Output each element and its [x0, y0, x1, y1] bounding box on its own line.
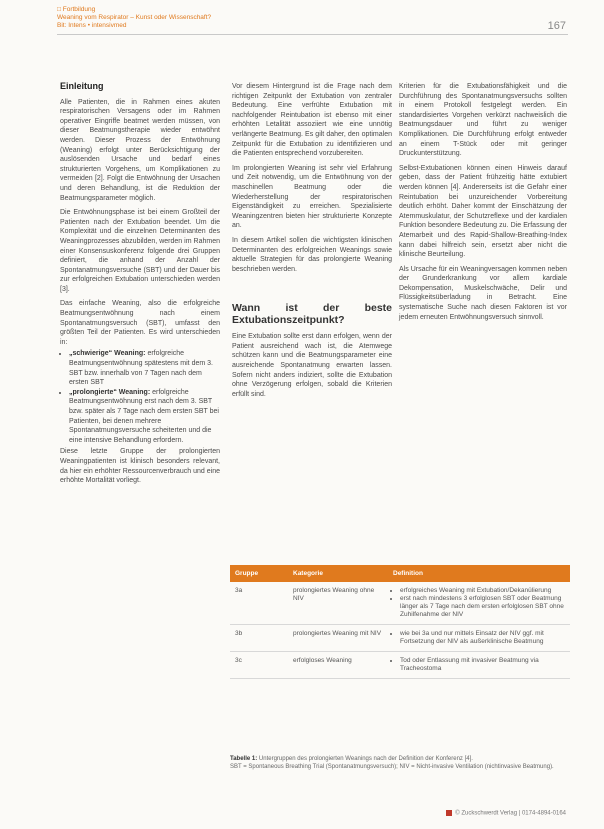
caption-label: Tabelle 1:: [230, 756, 258, 762]
header-title: Weaning vom Respirator – Kunst oder Wissenschaft?: [57, 14, 212, 21]
caption-text: Untergruppen des prolongierten Weanings nach der Definition der Konferenz [4].: [258, 756, 473, 762]
column-1: [60, 82, 220, 486]
paragraph: [60, 299, 220, 347]
list-item: [69, 349, 220, 387]
table-row: [230, 582, 570, 625]
page-number: 167: [547, 20, 566, 32]
table-row: [230, 652, 570, 679]
list-item-term: „schwierige“ Weaning:: [69, 350, 146, 358]
cell-definition: [388, 582, 570, 625]
paragraph: Kriterien für die Extubationsfähigkeit und die Durchführung des Spontanatmungsversuchs sollten in einem Protokoll festgelegt werden. Ein standardisiertes Vorgehen verkürzt nachweislich die Beatmungsdauer und führt zu weniger Komplikationen. Die Durchführung erfolgt entweder an einem T-Stück oder mit geringer Druckunterstützung.: [399, 83, 567, 158]
column-header-group: Gruppe: [230, 565, 288, 582]
column-2: [232, 82, 392, 399]
cell-definition: [388, 625, 570, 652]
column-3: [399, 82, 567, 322]
list-item-text: erfolgreiche Beatmungsentwöhnung erst nach dem 3. SBT bzw. später als 7 Tage nach dem ersten SBT bei Patienten, bei denen mehrere Spontanatmungsversuche scheiterten und die eine intensive Behandlung erfordern.: [69, 388, 219, 444]
running-header: [57, 6, 211, 30]
list-item-text: erfolgreiche Beatmungsentwöhnung spätestens mit dem 3. SBT bzw. innerhalb von 7 Tagen nach dem ersten SBT: [69, 350, 213, 387]
section-heading-extubation: Wann ist der beste Extubationszeitpunkt?: [232, 302, 392, 327]
weaning-list: [60, 349, 220, 445]
paragraph: Als Ursache für ein Weaningversagen kommen neben der Grunderkrankung vor allem kardiale Dekompensation, Muskelschwäche, Delir und Flüssigkeitsüberladung in Betracht. Eine systematische Suche nach diesen Faktoren ist vor jedem erneuten Entwöhnungsversuch sinnvoll.: [399, 265, 567, 321]
table-caption: [230, 755, 570, 771]
definition-item: • erst nach mindestens 3 erfolglosen SBT oder Beatmung länger als 7 Tage nach dem ersten erfolglosen SBT ohne Zuhilfenahme der NIV: [400, 595, 565, 619]
cell-category: erfolgloses Weaning: [288, 652, 388, 679]
definition-item: • wie bei 3a und nur mittels Einsatz der NIV ggf. mit Fortsetzung der NIV als außerklinische Beatmung: [400, 630, 565, 646]
paragraph: Die Entwöhnungsphase ist bei einem Großteil der Patienten nach der Extubation beendet. Um die Komplexität und die einzelnen Determinanten des Weaningprozesses abzubilden, werden im Rahmen einer Konsensuskonferenz folgende drei Gruppen definiert, die anhand der Anzahl der Spontanatmungsversuche (SBT) und der Dauer bis zur erfolgreichen Extubation unterschieden werden [3].: [60, 209, 220, 293]
paragraph: Alle Patienten, die in Rahmen eines akuten respiratorischen Versagens oder im Rahmen operativer Eingriffe beatmet werden müssen, von dieser Beatmungstherapie wieder entwöhnt werden. Dieser Prozess der Entwöhnung (Weaning) erfolgt unter Berücksichtigung der auslösenden Ursache und bedarf eines strukturierten Vorgehens, um Komplikationen zu vermeiden [2]. Folgt die Entwöhnung der Ursachen und deren Behandlung, ist die Reduktion der Beatmungsparameter möglich.: [60, 98, 220, 202]
definition-item: • erfolgreiches Weaning mit Extubation/Dekanülierung: [400, 587, 565, 595]
column-header-category: Kategorie: [288, 565, 388, 582]
definition-item: • Tod oder Entlassung mit invasiver Beatmung via Tracheostoma: [400, 657, 565, 673]
paragraph-text: Das einfache Weaning, also die erfolgreiche Beatmungsentwöhnung nach einem Spontanatmungsversuch (SBT), umfasst den größten Teil der Patienten. Es wird unterschieden in:: [60, 300, 220, 346]
header-divider: [57, 34, 568, 35]
cell-definition: [388, 652, 570, 679]
table-row: [230, 625, 570, 652]
page-footer: [446, 810, 566, 817]
cell-group: 3a: [230, 582, 288, 625]
column-header-definition: Definition: [388, 565, 570, 582]
publisher-logo-icon: [446, 810, 452, 816]
header-journal: Bit: Intens • intensivmed: [57, 22, 127, 29]
footer-text: © Zuckschwerdt Verlag | 0174-4894-0164: [455, 811, 566, 817]
paragraph: Eine Extubation sollte erst dann erfolgen, wenn der Patient ausreichend wach ist, die Atemwege schützen kann und die Beatmungsparameter eine ausreichende Spontanatmung erwarten lassen. Sofern nicht anders indiziert, sollte die Extubation ohne Verzögerung erfolgen, sobald die Kriterien erfüllt sind.: [232, 333, 392, 398]
weaning-groups-table: [230, 565, 570, 679]
cell-group: 3c: [230, 652, 288, 679]
cell-category: prolongiertes Weaning mit NIV: [288, 625, 388, 652]
paragraph: Selbst-Extubationen können einen Hinweis darauf geben, dass der Patient frühzeitig hätte extubiert werden können [4]. Andererseits ist die Gefahr einer Reintubation bei unzureichender Vorbereitung deutlich erhöht. Daher kommt der Einschätzung der Atemmuskulatur, der Schutzreflexe und der kardialen Funktion besondere Bedeutung zu. Die Erfassung der Atemarbeit und des Rapid-Shallow-Breathing-Index kann dabei hilfreich sein, ersetzt aber nicht die klinische Beurteilung.: [399, 164, 567, 259]
paragraph: Im prolongierten Weaning ist sehr viel Erfahrung und Zeit notwendig, um die Entwöhnung von der maschinellen Beatmung oder die Wiederherstellung der respiratorischen Eigenständigkeit zu erreichen. Spezialisierte Weaningzentren bieten hier strukturierte Konzepte an.: [232, 164, 392, 230]
paragraph: Diese letzte Gruppe der prolongierten Weaningpatienten ist klinisch besonders relevant, da hier ein erhöhter Ressourcenverbrauch und eine erhöhte Mortalität vorliegt.: [60, 448, 220, 485]
header-section: □ Fortbildung: [57, 6, 96, 13]
caption-abbreviations: SBT = Spontaneous Breathing Trial (Spontanatmungsversuch); NIV = Nicht-invasive Ventilation (nichtinvasive Beatmung).: [230, 764, 554, 770]
paragraph: In diesem Artikel sollen die wichtigsten klinischen Determinanten des erfolgreichen Weanings sowie aktuelle Strategien für das prolongierte Weaning beschrieben werden.: [232, 236, 392, 273]
cell-group: 3b: [230, 625, 288, 652]
list-item-term: „prolongierte“ Weaning:: [69, 388, 151, 396]
paragraph: Vor diesem Hintergrund ist die Frage nach dem richtigen Zeitpunkt der Extubation von zentraler Bedeutung. Eine verfrühte Extubation mit nachfolgender Reintubation ist ebenso mit einer erhöhten Letalität assoziiert wie eine unnötig verlängerte Beatmung. Es gilt daher, den optimalen Zeitpunkt für die Extubation zu identifizieren und die Patienten entsprechend vorzubereiten.: [232, 83, 392, 158]
table-header-row: [230, 565, 570, 582]
section-heading-einleitung: Einleitung: [60, 81, 104, 91]
cell-category: prolongiertes Weaning ohne NIV: [288, 582, 388, 625]
list-item: [69, 388, 220, 446]
